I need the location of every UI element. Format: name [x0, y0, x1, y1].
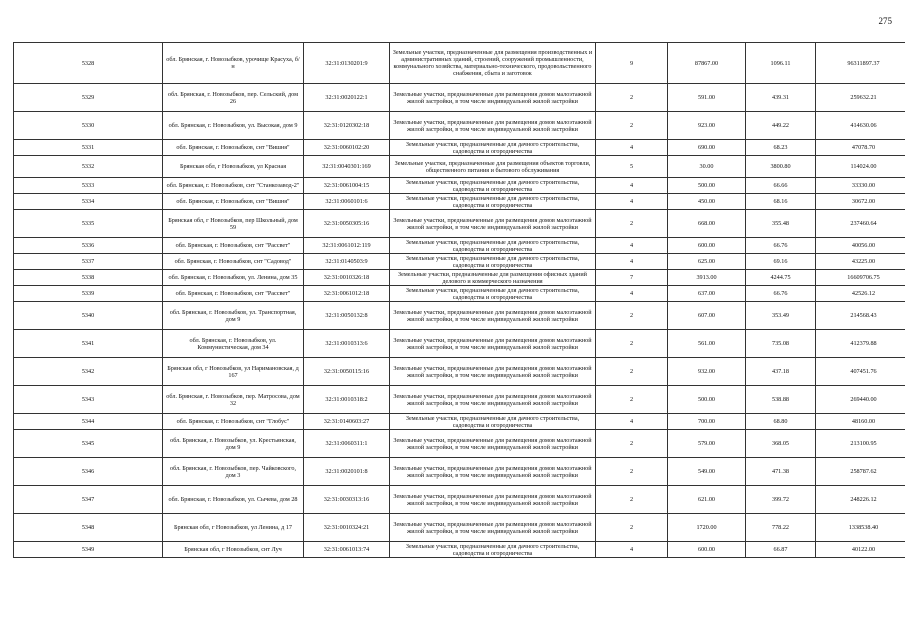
- cadastral-number-cell: 32:31:0010313:6: [304, 330, 390, 358]
- specific-value-cell: 471.38: [746, 458, 816, 486]
- address-cell: обл. Брянская, г. Новозыбков, пер. Сельский, дом 26: [163, 84, 304, 112]
- cadastral-number-cell: 32:31:0010326:18: [304, 270, 390, 286]
- land-use-cell: Земельные участки, предназначенные для размещения домов малоэтажной жилой застройки, в том числе индивидуальной жилой застройки: [390, 514, 596, 542]
- table-row: [14, 286, 905, 302]
- cadastral-number-cell: 32:31:0050115:16: [304, 358, 390, 386]
- cadastral-value-cell: 248226.12: [816, 486, 905, 514]
- specific-value-cell: 69.16: [746, 254, 816, 270]
- table-row: [14, 542, 905, 558]
- table-row: [14, 270, 905, 286]
- record-number-cell: 5342: [14, 358, 163, 386]
- address-cell: Брянская обл, г Новозыбков, ул Ленина, д 17: [163, 514, 304, 542]
- cadastral-value-cell: 414630.06: [816, 112, 905, 140]
- cadastral-value-cell: 96311897.37: [816, 43, 905, 84]
- land-use-cell: Земельные участки, предназначенные для дачного строительства, садоводства и огородничества: [390, 194, 596, 210]
- specific-value-cell: 437.18: [746, 358, 816, 386]
- area-cell: 561.00: [668, 330, 746, 358]
- address-cell: обл. Брянская, г. Новозыбков, ул. Крестьянская, дом 9: [163, 430, 304, 458]
- table-row: [14, 414, 905, 430]
- cadastral-value-cell: 30672.00: [816, 194, 905, 210]
- cadastral-value-cell: 43225.00: [816, 254, 905, 270]
- category-cell: 2: [596, 386, 668, 414]
- table-row: [14, 486, 905, 514]
- address-cell: обл. Брянская, г. Новозыбков, ул. Коммунистическая, дом 34: [163, 330, 304, 358]
- cadastral-value-cell: 213100.95: [816, 430, 905, 458]
- record-number-cell: 5331: [14, 140, 163, 156]
- specific-value-cell: 368.05: [746, 430, 816, 458]
- cadastral-value-cell: 42526.12: [816, 286, 905, 302]
- specific-value-cell: 353.49: [746, 302, 816, 330]
- record-number-cell: 5341: [14, 330, 163, 358]
- specific-value-cell: 449.22: [746, 112, 816, 140]
- land-use-cell: Земельные участки, предназначенные для дачного строительства, садоводства и огородничества: [390, 178, 596, 194]
- cadastral-number-cell: 32:31:0040301:169: [304, 156, 390, 178]
- specific-value-cell: 68.23: [746, 140, 816, 156]
- category-cell: 4: [596, 542, 668, 558]
- record-number-cell: 5349: [14, 542, 163, 558]
- area-cell: 637.00: [668, 286, 746, 302]
- area-cell: 500.00: [668, 386, 746, 414]
- address-cell: обл. Брянская, г. Новозыбков, ул. Высокая, дом 9: [163, 112, 304, 140]
- category-cell: 9: [596, 43, 668, 84]
- address-cell: Брянская обл, г Новозыбков, ул Красная: [163, 156, 304, 178]
- specific-value-cell: 355.48: [746, 210, 816, 238]
- cadastral-number-cell: 32:31:0140603:27: [304, 414, 390, 430]
- area-cell: 30.00: [668, 156, 746, 178]
- address-cell: обл. Брянская, г. Новозыбков, ул. Транспортная, дом 9: [163, 302, 304, 330]
- area-cell: 923.00: [668, 112, 746, 140]
- land-use-cell: Земельные участки, предназначенные для дачного строительства, садоводства и огородничества: [390, 254, 596, 270]
- record-number-cell: 5343: [14, 386, 163, 414]
- cadastral-value-cell: 259632.21: [816, 84, 905, 112]
- cadastral-value-cell: 214568.43: [816, 302, 905, 330]
- cadastral-value-cell: 33330.00: [816, 178, 905, 194]
- category-cell: 2: [596, 330, 668, 358]
- category-cell: 2: [596, 84, 668, 112]
- cadastral-number-cell: 32:31:0010324:21: [304, 514, 390, 542]
- land-use-cell: Земельные участки, предназначенные для дачного строительства, садоводства и огородничества: [390, 140, 596, 156]
- cadastral-number-cell: 32:31:0020101:8: [304, 458, 390, 486]
- cadastral-value-cell: 40056.00: [816, 238, 905, 254]
- address-cell: Брянская обл, г Новозыбков, снт Луч: [163, 542, 304, 558]
- specific-value-cell: 735.08: [746, 330, 816, 358]
- address-cell: обл. Брянская, г. Новозыбков, снт "Рассвет": [163, 286, 304, 302]
- area-cell: 690.00: [668, 140, 746, 156]
- area-cell: 549.00: [668, 458, 746, 486]
- area-cell: 3913.00: [668, 270, 746, 286]
- area-cell: 1720.00: [668, 514, 746, 542]
- area-cell: 450.00: [668, 194, 746, 210]
- category-cell: 5: [596, 156, 668, 178]
- table-body: [14, 43, 905, 558]
- table-row: [14, 386, 905, 414]
- land-use-cell: Земельные участки, предназначенные для размещения домов малоэтажной жилой застройки, в том числе индивидуальной жилой застройки: [390, 112, 596, 140]
- record-number-cell: 5338: [14, 270, 163, 286]
- record-number-cell: 5339: [14, 286, 163, 302]
- table-row: [14, 43, 905, 84]
- land-use-cell: Земельные участки, предназначенные для размещения домов малоэтажной жилой застройки, в том числе индивидуальной жилой застройки: [390, 330, 596, 358]
- category-cell: 2: [596, 358, 668, 386]
- cadastral-number-cell: 32:31:0130201:9: [304, 43, 390, 84]
- record-number-cell: 5336: [14, 238, 163, 254]
- specific-value-cell: 66.66: [746, 178, 816, 194]
- specific-value-cell: 66.76: [746, 286, 816, 302]
- address-cell: обл. Брянская, г. Новозыбков, снт "Станкозавод-2": [163, 178, 304, 194]
- specific-value-cell: 4244.75: [746, 270, 816, 286]
- area-cell: 600.00: [668, 238, 746, 254]
- category-cell: 2: [596, 112, 668, 140]
- cadastral-number-cell: 32:31:0061013:74: [304, 542, 390, 558]
- record-number-cell: 5346: [14, 458, 163, 486]
- land-use-cell: Земельные участки, предназначенные для дачного строительства, садоводства и огородничества: [390, 286, 596, 302]
- cadastral-value-cell: 40122.00: [816, 542, 905, 558]
- cadastral-value-table: [13, 42, 905, 558]
- category-cell: 7: [596, 270, 668, 286]
- area-cell: 591.00: [668, 84, 746, 112]
- record-number-cell: 5340: [14, 302, 163, 330]
- record-number-cell: 5344: [14, 414, 163, 430]
- category-cell: 2: [596, 514, 668, 542]
- cadastral-value-cell: 237460.64: [816, 210, 905, 238]
- address-cell: обл. Брянская, г. Новозыбков, снт "Рассвет": [163, 238, 304, 254]
- address-cell: Брянская обл, г Новозыбков, ул Наримановская, д 167: [163, 358, 304, 386]
- address-cell: обл. Брянская, г. Новозыбков, снт "Садовод": [163, 254, 304, 270]
- land-use-cell: Земельные участки, предназначенные для размещения офисных зданий делового и коммерческого назначения: [390, 270, 596, 286]
- cadastral-value-cell: 269440.00: [816, 386, 905, 414]
- table-row: [14, 140, 905, 156]
- land-use-cell: Земельные участки, предназначенные для размещения домов малоэтажной жилой застройки, в том числе индивидуальной жилой застройки: [390, 358, 596, 386]
- area-cell: 500.00: [668, 178, 746, 194]
- record-number-cell: 5345: [14, 430, 163, 458]
- land-use-cell: Земельные участки, предназначенные для размещения производственных и административных зданий, строений, сооружений промышленности, коммунального хозяйства, материально-технического, продовольственного снабжения, сбыта и заготовок: [390, 43, 596, 84]
- area-cell: 579.00: [668, 430, 746, 458]
- cadastral-value-cell: 16609706.75: [816, 270, 905, 286]
- specific-value-cell: 399.72: [746, 486, 816, 514]
- cadastral-number-cell: 32:31:0050305:16: [304, 210, 390, 238]
- record-number-cell: 5335: [14, 210, 163, 238]
- cadastral-value-cell: 407451.76: [816, 358, 905, 386]
- area-cell: 621.00: [668, 486, 746, 514]
- table-row: [14, 194, 905, 210]
- address-cell: обл. Брянская, г. Новозыбков, урочище Красуха, б/н: [163, 43, 304, 84]
- category-cell: 4: [596, 254, 668, 270]
- category-cell: 4: [596, 178, 668, 194]
- land-use-cell: Земельные участки, предназначенные для размещения домов малоэтажной жилой застройки, в том числе индивидуальной жилой застройки: [390, 458, 596, 486]
- cadastral-number-cell: 32:31:0060102:20: [304, 140, 390, 156]
- record-number-cell: 5347: [14, 486, 163, 514]
- table-row: [14, 156, 905, 178]
- specific-value-cell: 66.76: [746, 238, 816, 254]
- address-cell: обл. Брянская, г. Новозыбков, ул. Ленина, дом 35: [163, 270, 304, 286]
- cadastral-value-cell: 48160.00: [816, 414, 905, 430]
- cadastral-value-cell: 114024.00: [816, 156, 905, 178]
- category-cell: 2: [596, 486, 668, 514]
- record-number-cell: 5334: [14, 194, 163, 210]
- specific-value-cell: 778.22: [746, 514, 816, 542]
- cadastral-number-cell: 32:31:0140503:9: [304, 254, 390, 270]
- land-use-cell: Земельные участки, предназначенные для размещения домов малоэтажной жилой застройки, в том числе индивидуальной жилой застройки: [390, 430, 596, 458]
- land-use-cell: Земельные участки, предназначенные для размещения объектов торговли, общественного питания и бытового обслуживания: [390, 156, 596, 178]
- specific-value-cell: 3800.80: [746, 156, 816, 178]
- cadastral-number-cell: 32:31:0050132:8: [304, 302, 390, 330]
- land-use-cell: Земельные участки, предназначенные для дачного строительства, садоводства и огородничества: [390, 238, 596, 254]
- category-cell: 4: [596, 140, 668, 156]
- page-number: 275: [878, 16, 892, 26]
- specific-value-cell: 68.16: [746, 194, 816, 210]
- category-cell: 2: [596, 302, 668, 330]
- cadastral-number-cell: 32:31:0060311:1: [304, 430, 390, 458]
- cadastral-number-cell: 32:31:0061012:119: [304, 238, 390, 254]
- record-number-cell: 5337: [14, 254, 163, 270]
- table-row: [14, 238, 905, 254]
- table-row: [14, 458, 905, 486]
- specific-value-cell: 538.88: [746, 386, 816, 414]
- specific-value-cell: 1096.11: [746, 43, 816, 84]
- land-use-cell: Земельные участки, предназначенные для дачного строительства, садоводства и огородничества: [390, 542, 596, 558]
- table-row: [14, 302, 905, 330]
- land-use-cell: Земельные участки, предназначенные для размещения домов малоэтажной жилой застройки, в том числе индивидуальной жилой застройки: [390, 84, 596, 112]
- cadastral-number-cell: 32:31:0030313:16: [304, 486, 390, 514]
- category-cell: 2: [596, 210, 668, 238]
- record-number-cell: 5333: [14, 178, 163, 194]
- record-number-cell: 5348: [14, 514, 163, 542]
- table-row: [14, 84, 905, 112]
- area-cell: 600.00: [668, 542, 746, 558]
- category-cell: 4: [596, 194, 668, 210]
- category-cell: 2: [596, 458, 668, 486]
- area-cell: 625.00: [668, 254, 746, 270]
- address-cell: обл. Брянская, г. Новозыбков, пер. Матросова, дом 32: [163, 386, 304, 414]
- specific-value-cell: 66.87: [746, 542, 816, 558]
- land-use-cell: Земельные участки, предназначенные для размещения домов малоэтажной жилой застройки, в том числе индивидуальной жилой застройки: [390, 386, 596, 414]
- cadastral-value-cell: 1338538.40: [816, 514, 905, 542]
- table-row: [14, 112, 905, 140]
- cadastral-value-cell: 412379.88: [816, 330, 905, 358]
- address-cell: обл. Брянская, г. Новозыбков, снт "Вишня": [163, 140, 304, 156]
- record-number-cell: 5329: [14, 84, 163, 112]
- area-cell: 932.00: [668, 358, 746, 386]
- record-number-cell: 5330: [14, 112, 163, 140]
- table-row: [14, 210, 905, 238]
- land-use-cell: Земельные участки, предназначенные для размещения домов малоэтажной жилой застройки, в том числе индивидуальной жилой застройки: [390, 486, 596, 514]
- address-cell: обл. Брянская, г. Новозыбков, пер. Чайковского, дом 3: [163, 458, 304, 486]
- cadastral-number-cell: 32:31:0020122:1: [304, 84, 390, 112]
- cadastral-number-cell: 32:31:0061012:18: [304, 286, 390, 302]
- address-cell: обл. Брянская, г. Новозыбков, снт "Глобус": [163, 414, 304, 430]
- area-cell: 700.00: [668, 414, 746, 430]
- specific-value-cell: 439.31: [746, 84, 816, 112]
- table-row: [14, 430, 905, 458]
- cadastral-number-cell: 32:31:0120302:18: [304, 112, 390, 140]
- cadastral-number-cell: 32:31:0060101:6: [304, 194, 390, 210]
- table-row: [14, 178, 905, 194]
- area-cell: 668.00: [668, 210, 746, 238]
- address-cell: Брянская обл, г Новозыбков, пер Школьный, дом 59: [163, 210, 304, 238]
- category-cell: 4: [596, 238, 668, 254]
- cadastral-value-cell: 47078.70: [816, 140, 905, 156]
- cadastral-number-cell: 32:31:0061004:15: [304, 178, 390, 194]
- record-number-cell: 5328: [14, 43, 163, 84]
- table-row: [14, 330, 905, 358]
- category-cell: 4: [596, 414, 668, 430]
- specific-value-cell: 68.80: [746, 414, 816, 430]
- table-row: [14, 358, 905, 386]
- land-use-cell: Земельные участки, предназначенные для размещения домов малоэтажной жилой застройки, в том числе индивидуальной жилой застройки: [390, 210, 596, 238]
- cadastral-value-cell: 258787.62: [816, 458, 905, 486]
- address-cell: обл. Брянская, г. Новозыбков, снт "Вишня": [163, 194, 304, 210]
- cadastral-number-cell: 32:31:0010318:2: [304, 386, 390, 414]
- record-number-cell: 5332: [14, 156, 163, 178]
- area-cell: 607.00: [668, 302, 746, 330]
- category-cell: 2: [596, 430, 668, 458]
- land-use-cell: Земельные участки, предназначенные для размещения домов малоэтажной жилой застройки, в том числе индивидуальной жилой застройки: [390, 302, 596, 330]
- table-row: [14, 514, 905, 542]
- table-row: [14, 254, 905, 270]
- land-use-cell: Земельные участки, предназначенные для дачного строительства, садоводства и огородничества: [390, 414, 596, 430]
- category-cell: 4: [596, 286, 668, 302]
- area-cell: 87867.00: [668, 43, 746, 84]
- address-cell: обл. Брянская, г. Новозыбков, ул. Сычева, дом 28: [163, 486, 304, 514]
